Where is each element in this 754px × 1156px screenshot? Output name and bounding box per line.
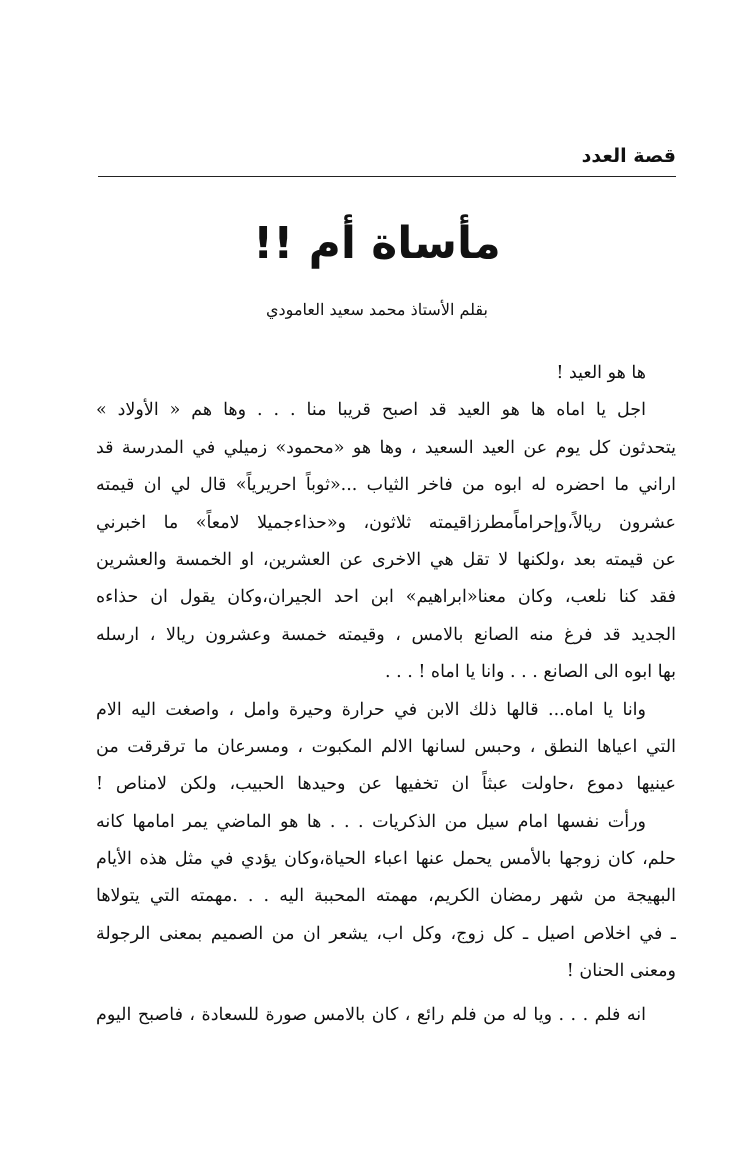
article-line: ـ في اخلاص اصيل ـ كل زوج، وكل اب، يشعر ان من الصميم بمعنى الرجولة (96, 923, 676, 944)
article-line: اراني ما احضره له ابوه من فاخر الثياب ...«ثوباً احريرياً» قال لي ان قيمته (96, 475, 676, 496)
article-line: البهيجة من شهر رمضان الكريم، مهمته المحببة اليه . . .مهمته التي يتولاها (96, 886, 676, 907)
article-line: عن قيمته بعد ،ولكنها لا تقل هي الاخرى عن العشرين، او الخمسة والعشرين (96, 549, 676, 570)
article-line: ها هو العيد ! (556, 363, 646, 383)
article-line: الجديد قد فرغ منه الصانع بالامس ، وقيمته خمسة وعشرون ريالا ، ارسله (96, 624, 676, 645)
article-line: فقد كنا نلعب، وكان معنا«ابراهيم» ابن احد الجيران،وكان يقول ان حذاءه (96, 587, 676, 608)
article-line: انه فلم . . . ويا له من فلم رائع ، كان بالامس صورة للسعادة ، فاصبح اليوم (96, 1004, 646, 1025)
article-line: ورأت نفسها امام سيل من الذكريات . . . ها هو الماضي يمر امامها كانه (96, 811, 646, 832)
article-line: اجل يا اماه ها هو العيد قد اصبح قريبا منا . . . وها هم « الأولاد » (96, 400, 646, 421)
article-line: بها ابوه الى الصانع . . . وانا يا اماه ! . . . (384, 662, 676, 683)
article-line: حلم، كان زوجها بالأمس يحمل عنها اعباء الحياة،وكان يؤدي في مثل هذه الأيام (96, 849, 676, 870)
article-line: عشرون ريالاً،وإحراماًمطرزاقيمته ثلاثون، و«حذاءجميلا لامعاً» ما اخبرني (96, 512, 676, 533)
article-line: يتحدثون كل يوم عن العيد السعيد ، وها هو «محمود» زميلي في المدرسة قد (96, 437, 676, 458)
section-label: قصة العدد (581, 145, 676, 167)
article-line: وانا يا اماه... قالها ذلك الابن في حرارة وحيرة وامل ، واصغت اليه الام (96, 699, 646, 720)
author-byline: بقلم الأستاذ محمد سعيد العامودي (266, 300, 488, 319)
article-line: عينيها دموع ،حاولت عبثاً ان تخفيها عن وحيدها الحبيب، ولكن لامناص ! (96, 774, 676, 795)
article-line: التي اعياها النطق ، وحبس لسانها الالم المكبوت ، ومسرعان ما ترقرقت من (96, 736, 676, 757)
article-line: ومعنى الحنان ! (566, 961, 676, 982)
article-body (96, 355, 676, 1034)
story-title: مأساة أم !! (253, 218, 501, 269)
section-divider (98, 176, 676, 177)
